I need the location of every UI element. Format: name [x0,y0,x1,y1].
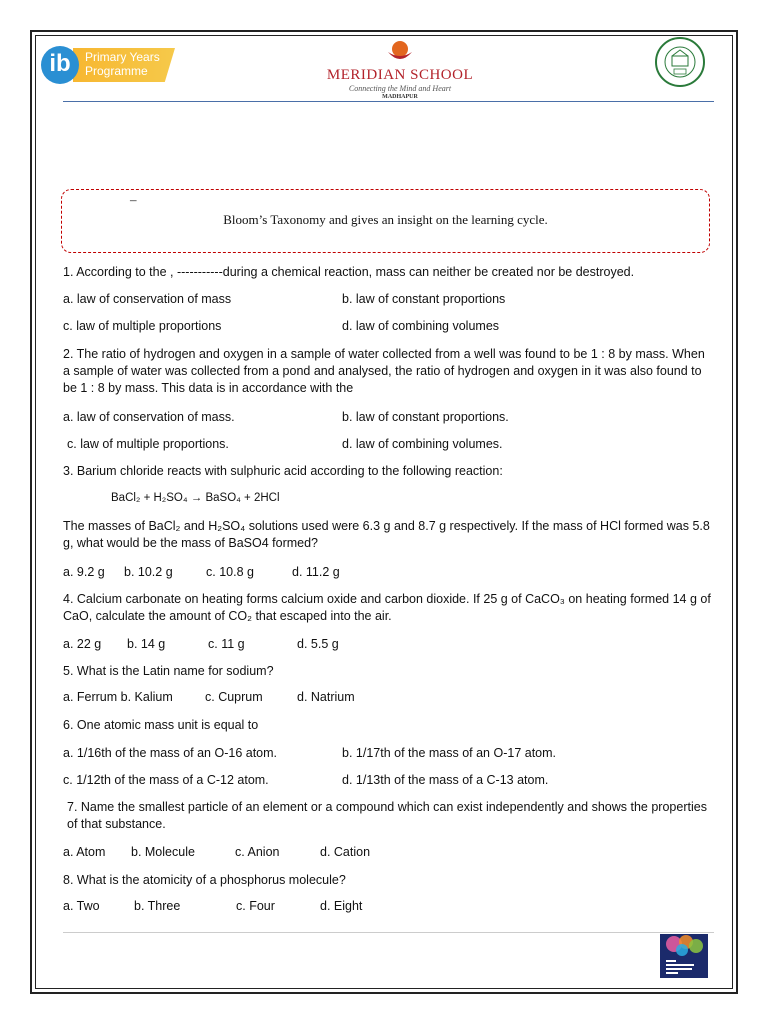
q4-option-b: b. 14 g [127,637,166,651]
q6-option-a: a. 1/16th of the mass of an O-16 atom. [63,746,278,760]
q3-option-c: c. 10.8 g [206,565,254,579]
q4-option-d: d. 5.5 g [297,637,339,651]
q5-option-c: c. Cuprum [205,690,263,704]
school-location: MADHAPUR [382,94,418,100]
page-header [35,36,733,104]
q2-option-a: a. law of conservation of mass. [63,410,235,424]
q7-option-d: d. Cation [320,845,371,859]
q8-option-c: c. Four [236,899,275,913]
q8-option-b: b. Three [134,899,181,913]
question-2: 2. The ratio of hydrogen and oxygen in a sample of water collected from a well was found to be 1 : 8 by mass. When a sample of water was collected from a pond and analysed, the ratio of hydrogen and oxygen in it was also found to be 1 : 8 by mass. This data is in accordance with the [63,347,705,395]
q8-option-d: d. Eight [320,899,363,913]
ib-logo-icon: ib [41,46,79,84]
school-tagline: Connecting the Mind and Heart [348,84,452,93]
q1-option-d: d. law of combining volumes [342,319,500,333]
school-logo [315,40,485,100]
school-emblem-icon [385,40,415,66]
q2-option-b: b. law of constant proportions. [342,410,509,424]
question-4: 4. Calcium carbonate on heating forms calcium oxide and carbon dioxide. If 25 g of CaCO₃ on heating formed 14 g of CaO, calculate the amount of CO₂ that escaped into the air. [63,592,711,623]
q5-option-d: d. Natrium [297,690,355,704]
footer-divider [63,932,714,933]
q2-option-c: c. law of multiple proportions. [67,437,229,451]
q6-option-b: b. 1/17th of the mass of an O-17 atom. [342,746,557,760]
q2-option-d: d. law of combining volumes. [342,437,503,451]
pyp-logo [39,44,179,86]
q1-option-b: b. law of constant proportions [342,292,506,306]
international-dimension-badge-icon [660,934,708,978]
school-name: MERIDIAN SCHOOL [326,67,474,83]
question-5: 5. What is the Latin name for sodium? [63,664,274,678]
q3-option-b: b. 10.2 g [124,565,173,579]
learning-objective-box [61,189,710,253]
objective-dash: – [130,192,137,207]
q3-option-a: a. 9.2 g [63,565,105,579]
q6-option-c: c. 1/12th of the mass of a C-12 atom. [63,773,269,787]
q3-body: The masses of BaCl₂ and H₂SO₄ solutions used were 6.3 g and 8.7 g respectively. If the mass of HCl formed was 5.8 g, what would be the mass of BaSO4 formed? [63,519,710,550]
q7-option-a: a. Atom [63,845,106,859]
objective-text: Bloom’s Taxonomy and gives an insight on the learning cycle. [223,212,548,227]
question-8: 8. What is the atomicity of a phosphorus molecule? [63,873,346,887]
q1-option-c: c. law of multiple proportions [63,319,222,333]
question-1: 1. According to the , -----------during a chemical reaction, mass can neither be created nor be destroyed. [63,265,635,279]
q6-option-d: d. 1/13th of the mass of a C-13 atom. [342,773,549,787]
q3-option-d: d. 11.2 g [292,565,340,579]
q4-option-a: a. 22 g [63,637,102,651]
question-6: 6. One atomic mass unit is equal to [63,718,259,732]
q7-option-c: c. Anion [235,845,280,859]
q1-option-a: a. law of conservation of mass [63,292,232,306]
q4-option-c: c. 11 g [208,637,245,651]
pyp-title-line2: Programme [85,64,148,78]
question-7: 7. Name the smallest particle of an element or a compound which can exist independently and shows the properties of that substance. [67,800,707,831]
q3-equation: BaCl₂ + H₂SO₄ → BaSO₄ + 2HCl [111,492,280,504]
q8-option-a: a. Two [63,899,100,913]
header-divider [63,101,714,102]
q7-option-b: b. Molecule [131,845,195,859]
question-3: 3. Barium chloride reacts with sulphuric acid according to the following reaction: [63,464,503,478]
cbse-seal-icon [654,36,706,88]
q5-option-ab: a. Ferrum b. Kalium [63,690,173,704]
pyp-title-line1: Primary Years [85,50,160,64]
